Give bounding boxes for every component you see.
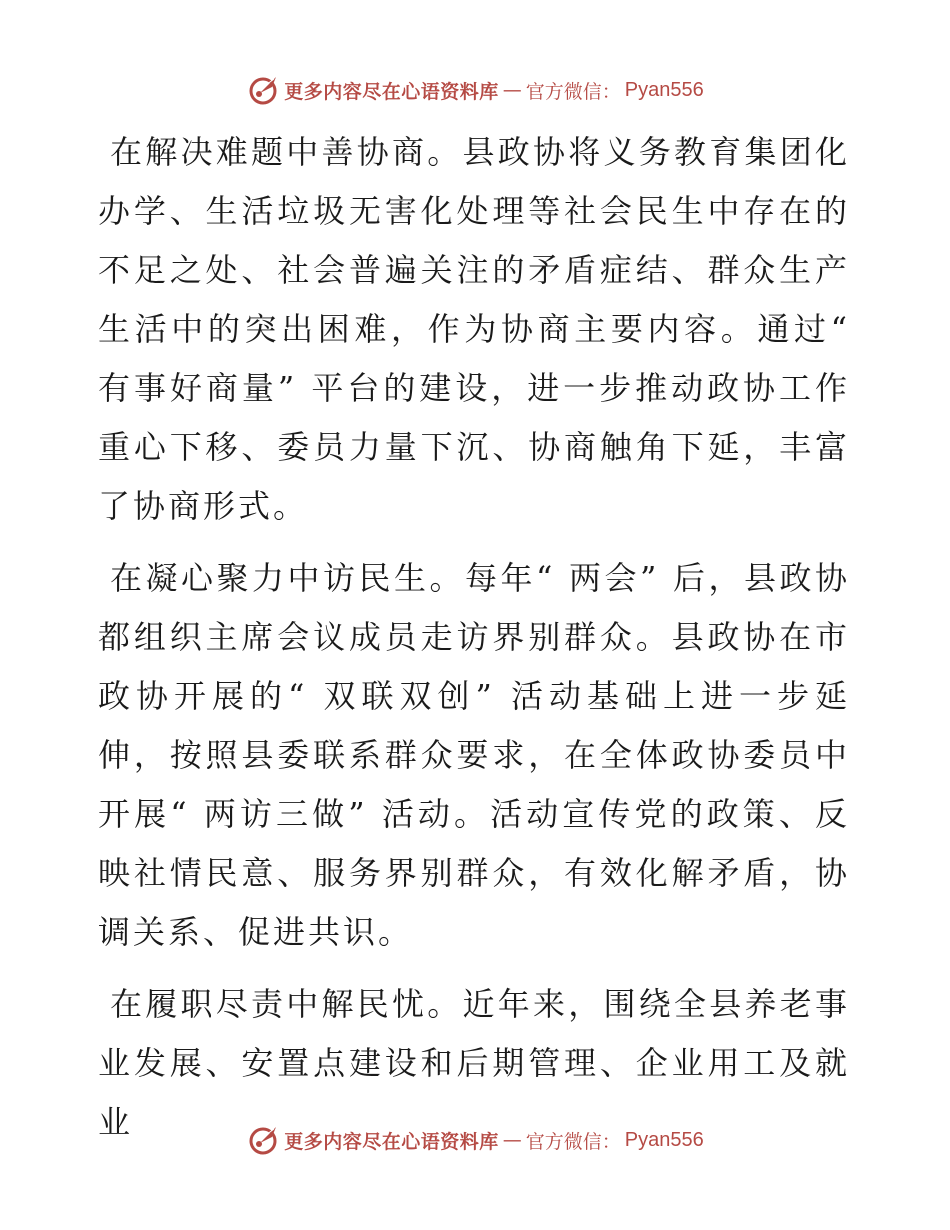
paragraph-duty-performance: 在履职尽责中解民忧。近年来，围绕全县养老事业发展、安置点建设和后期管理、企业用工及就业	[98, 985, 850, 1141]
document-body	[98, 123, 850, 1165]
banner-main-text: 更多内容尽在心语资料库	[284, 80, 499, 103]
banner-wechat-id: Pyan556	[624, 1128, 704, 1151]
quill-logo-icon	[246, 73, 280, 107]
header-banner	[0, 70, 950, 110]
banner-separator: —	[502, 1129, 522, 1151]
banner-separator: —	[502, 79, 522, 101]
banner-wechat-label: 官方微信：	[525, 1130, 621, 1153]
banner-wechat-label: 官方微信：	[525, 80, 621, 103]
banner-main-text: 更多内容尽在心语资料库	[284, 1130, 499, 1153]
banner-wechat-id: Pyan556	[624, 78, 704, 101]
quill-logo-icon	[246, 1123, 280, 1157]
footer-banner	[0, 1120, 950, 1160]
paragraph-consultation: 在解决难题中善协商。县政协将义务教育集团化办学、生活垃圾无害化处理等社会民生中存在的不足之处、社会普遍关注的矛盾症结、群众生产生活中的突出困难，作为协商主要内容。通过“ 有事好商量” 平台的建设，进一步推动政协工作重心下移、委员力量下沉、协商触角下延，丰富了协商形式。	[98, 133, 850, 525]
paragraph-livelihood-visits: 在凝心聚力中访民生。每年“ 两会” 后，县政协都组织主席会议成员走访界别群众。县政协在市政协开展的“ 双联双创” 活动基础上进一步延伸，按照县委联系群众要求，在全体政协委员中开展“ 两访三做” 活动。活动宣传党的政策、反映社情民意、服务界别群众，有效化解矛盾，协调关系、促进共识。	[98, 559, 850, 951]
